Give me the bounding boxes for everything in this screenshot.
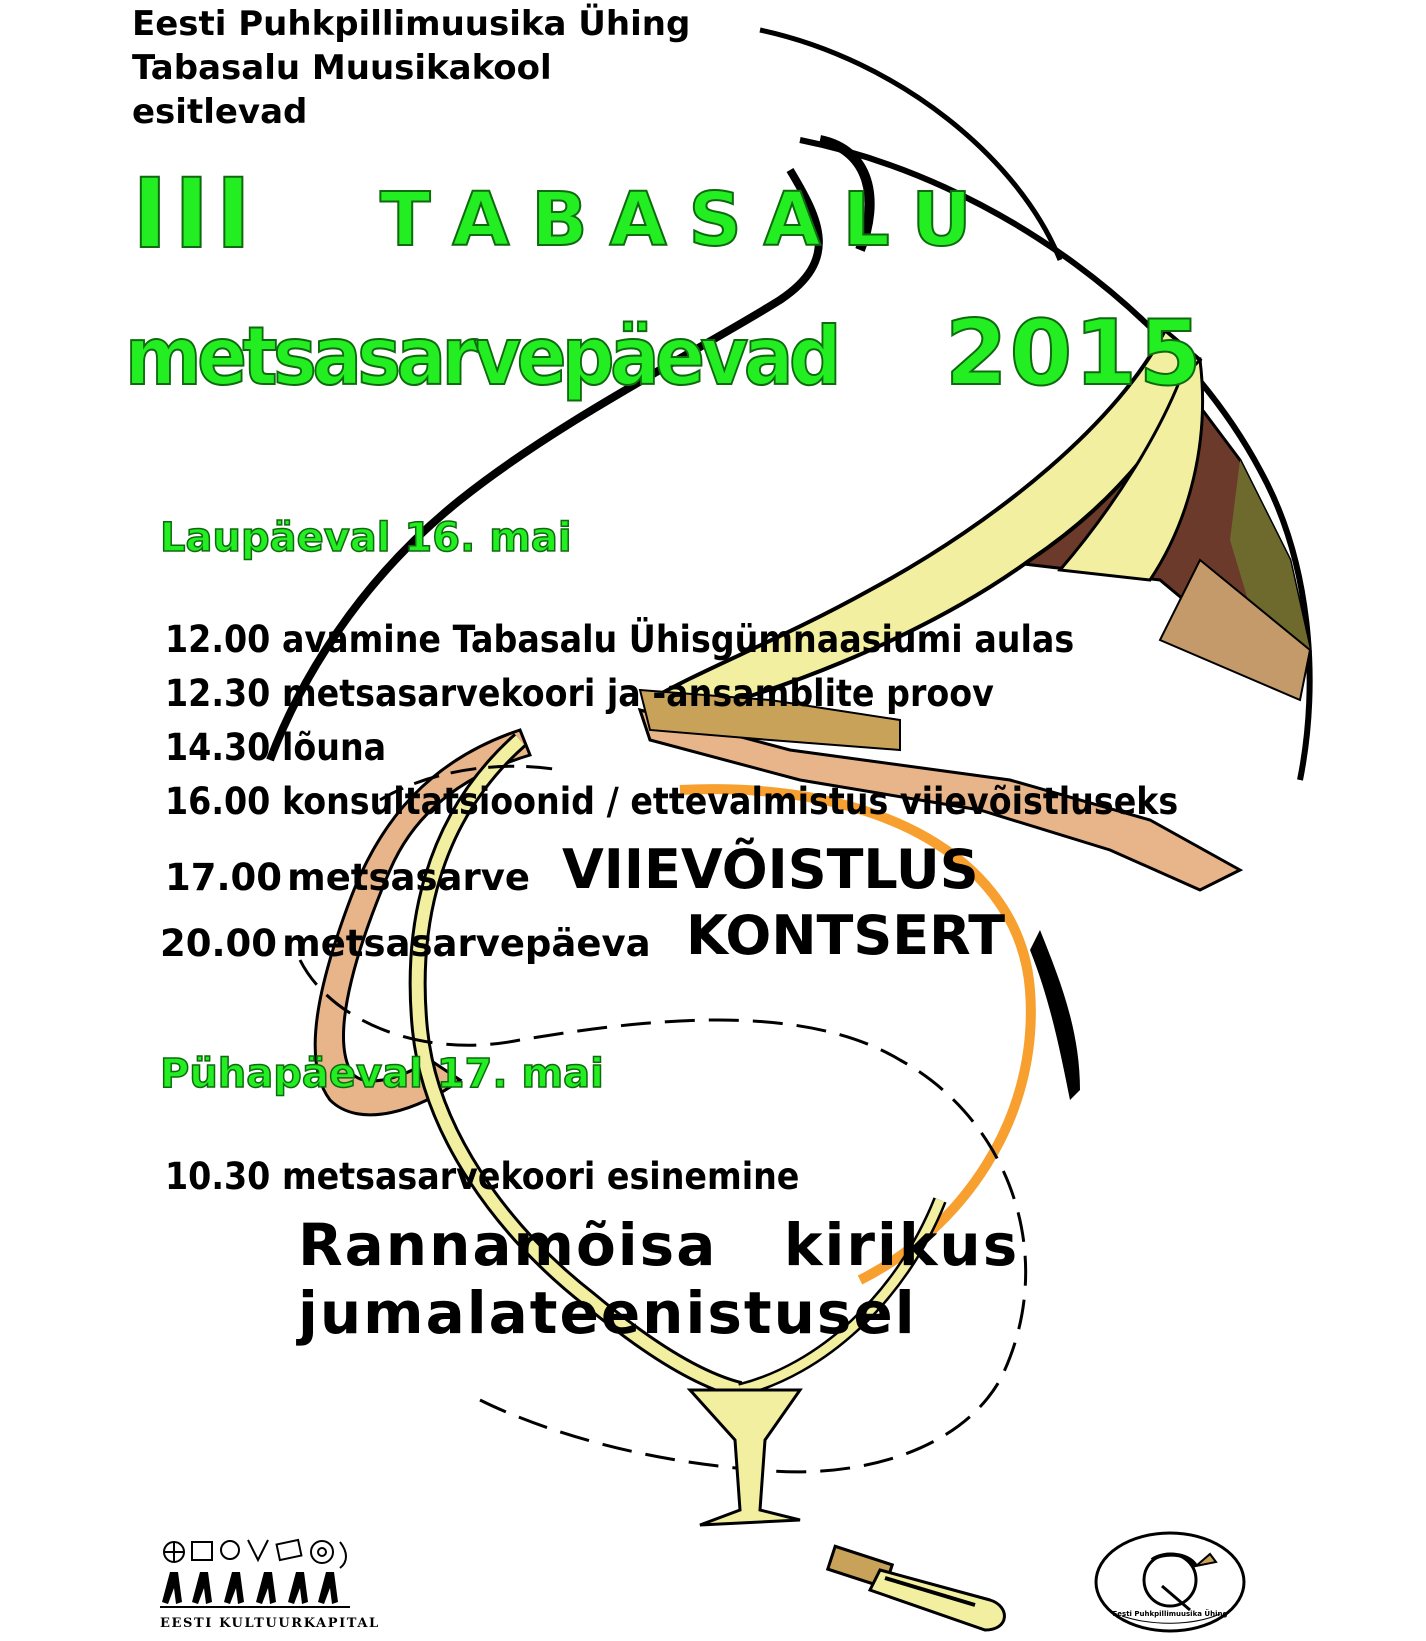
schedule-text: metsasarvekoori ja -ansamblite proov [281,672,994,715]
schedule-text: avamine Tabasalu Ühisgümnaasiumi aulas [281,618,1075,661]
schedule-text: metsasarve [287,856,530,899]
schedule-item [165,726,386,769]
mouthpiece [828,1546,1005,1630]
black-accent [1030,930,1080,1100]
presenter-line-1: Eesti Puhkpillimuusika Ühing [132,4,691,44]
schedule-text: metsasarvepäeva [282,922,651,965]
presenter-line-3: esitlevad [132,92,308,132]
schedule-text: metsasarvekoori esinemine [281,1155,800,1198]
schedule-time: 10.30 [165,1155,271,1198]
venue-line-2: jumalateenistusel [298,1279,917,1347]
mouthpiece-cup [690,1390,800,1525]
schedule-item [165,618,1074,661]
puhkpillimuusika-logo [1092,1530,1248,1634]
schedule-item [165,856,530,899]
event-highlight-viievoistlus: VIIEVÕISTLUS [562,838,979,901]
puhkpillimuusika-caption: Eesti Puhkpillimuusika Ühing [1112,1610,1228,1618]
schedule-time: 12.00 [165,618,271,661]
kulturkapital-logo [160,1532,380,1632]
schedule-item [165,780,1178,823]
title-numeral: III [132,158,258,270]
schedule-time: 20.00 [160,922,278,965]
venue-line-1: Rannamõisa kirikus [298,1211,1020,1279]
presenter-line-2: Tabasalu Muusikakool [132,48,552,88]
sunday-heading: Pühapäeval 17. mai [160,1051,604,1097]
schedule-item [165,1155,799,1198]
schedule-text: lõuna [281,726,387,769]
title-event: metsasarvepäevad [125,310,837,403]
schedule-time: 12.30 [165,672,271,715]
schedule-text: konsultatsioonid / ettevalmistus viievõistluseks [281,780,1179,823]
title-year: 2015 [945,301,1204,406]
saturday-heading: Laupäeval 16. mai [160,515,572,561]
kulturkapital-caption: EESTI KULTUURKAPITAL [160,1616,380,1631]
kulturkapital-emblem [160,1532,350,1608]
schedule-time: 14.30 [165,726,271,769]
schedule-item [165,672,994,715]
schedule-time: 16.00 [165,780,271,823]
schedule-time: 17.00 [165,856,283,899]
schedule-item [160,922,651,965]
puhkpillimuusika-emblem [1092,1530,1248,1634]
event-highlight-kontsert: KONTSERT [686,904,1006,967]
title-town: T A B A S A L U [380,177,972,263]
